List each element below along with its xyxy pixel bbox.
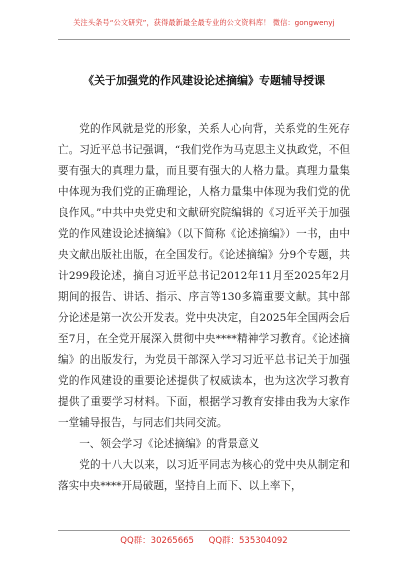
header-banner: 关注头条号“公文研究”，获得最新最全最专业的公文资料库！ 微信：gongwenyj	[73, 18, 335, 27]
document-title: 《关于加强党的作风建设论述摘编》专题辅导授课	[83, 74, 325, 87]
qq-group-1: QQ群：30265665	[120, 536, 194, 546]
footer-contact	[0, 534, 408, 546]
header-divider	[58, 39, 350, 40]
section-paragraph: 党的十八大以来，以习近平同志为核心的党中央从制定和落实中央****开局破题，坚持自上而下、以上率下，	[58, 459, 350, 492]
body-paragraph: 党的作风就是党的形象，关系人心向背，关系党的生死存亡。习近平总书记强调，“我们党作为马克思主义执政党，不但要有强大的真理力量，而且要有强大的人格力量。真理力量集中体现为我们党的正确理论，人格力量集中体现为我们党的优良作风。”中共中央党史和文献研究院编辑的《习近平关于加强党的作风建设论述摘编》（以下简称《论述摘编》）一书，由中央文献出版社出版，在全国发行。《论述摘编》分9个专题，共计299段论述，摘自习近平总书记2012年11月至2025年2月期间的报告、讲话、指示、序言等130多篇重要文献。其中部分论述是第一次公开发表。党中央决定，自2025年全国两会后至7月，在全党开展深入贯彻中央****精神学习教育。《论述摘编》的出版发行，为党员干部深入学习习近平总书记关于加强党的作风建设的重要论述提供了权威读本，也为这次学习教育提供了重要学习材料。下面，根据学习教育安排由我为大家作一堂辅导报告，与同志们共同交流。	[58, 123, 350, 429]
footer-divider	[58, 530, 350, 531]
qq-group-2: QQ群：535304092	[208, 536, 288, 546]
section-heading: 一、领会学习《论述摘编》的背景意义	[79, 438, 260, 450]
document-body	[58, 119, 350, 497]
